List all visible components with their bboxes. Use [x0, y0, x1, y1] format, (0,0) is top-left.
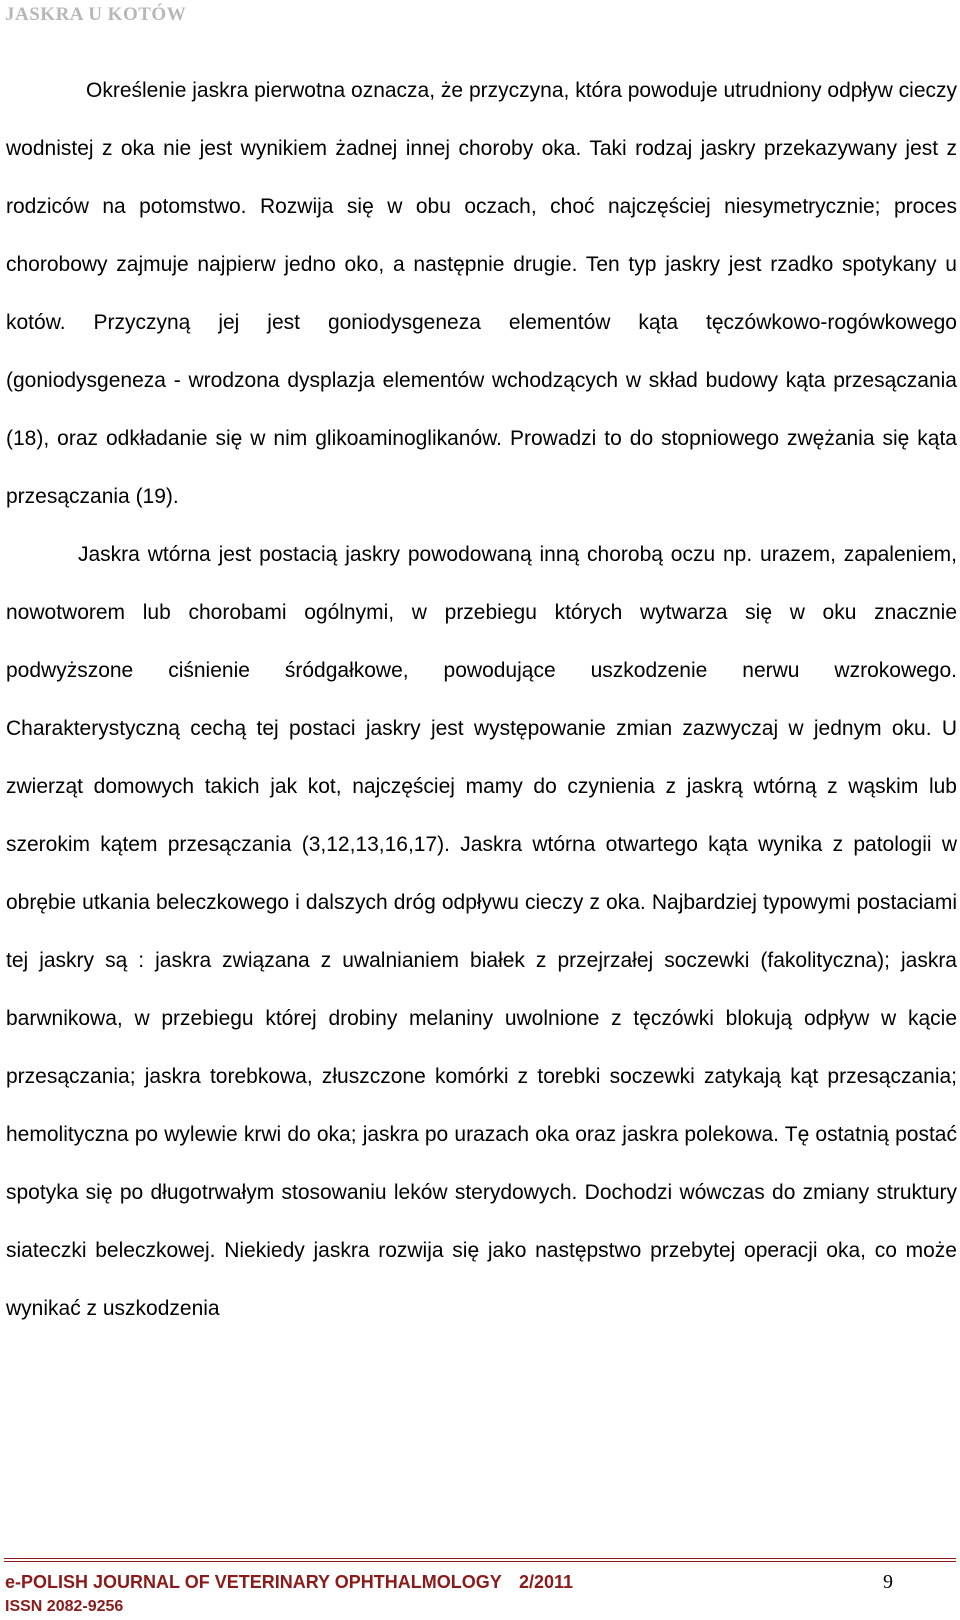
page-number: 9 [883, 1571, 893, 1593]
footer-divider-secondary [4, 1561, 956, 1562]
running-header: JASKRA U KOTÓW [5, 4, 187, 25]
paragraph-primary-glaucoma: Określenie jaskra pierwotna oznacza, że przyczyna, która powoduje utrudniony odpływ cieczy wodnistej z oka nie jest wynikiem żadnej innej choroby oka. Taki rodzaj jaskry przekazywany jest z rodziców na potomstwo. Rozwija się w obu oczach, choć najczęściej niesymetrycznie; proces chorobowy zajmuje najpierw jedno oko, a następnie drugie. Ten typ jaskry jest rzadko spotykany u kotów. Przyczyną jej jest goniodysgeneza elementów kąta tęczówkowo-rogówkowego (goniodysgeneza - wrodzona dysplazja elementów wchodzących w skład budowy kąta przesączania (18), oraz odkładanie się w nim glikoaminoglikanów. Prowadzi to do stopniowego zwężania się kąta przesączania (19). [6, 79, 957, 508]
footer-journal-name: e-POLISH JOURNAL OF VETERINARY OPHTHALMOLOGY [5, 1572, 502, 1592]
footer-issue: 2/2011 [519, 1572, 574, 1592]
footer-issn: ISSN 2082-9256 [5, 1598, 124, 1615]
footer-divider [4, 1558, 956, 1559]
paragraph-secondary-glaucoma: Jaskra wtórna jest postacią jaskry powodowaną inną chorobą oczu np. urazem, zapaleniem, nowotworem lub chorobami ogólnymi, w przebiegu których wytwarza się w oku znacznie podwyższone ciśnienie śródgałkowe, powodujące uszkodzenie nerwu wzrokowego. Charakterystyczną cechą tej postaci jaskry jest występowanie zmian zazwyczaj w jednym oku. U zwierząt domowych takich jak kot, najczęściej mamy do czynienia z jaskrą wtórną z wąskim lub szerokim kątem przesączania (3,12,13,16,17). Jaskra wtórna otwartego kąta wynika z patologii w obrębie utkania beleczkowego i dalszych dróg odpływu cieczy z oka. Najbardziej typowymi postaciami tej jaskry są : jaskra związana z uwalnianiem białek z przejrzałej soczewki (fakolityczna); jaskra barwnikowa, w przebiegu której drobiny melaniny uwolnione z tęczówki blokują odpływ w kącie przesączania; jaskra torebkowa, złuszczone komórki z torebki soczewki zatykają kąt przesączania; hemolityczna po wylewie krwi do oka; jaskra po urazach oka oraz jaskra polekowa. Tę ostatnią postać spotyka się po długotrwałym stosowaniu leków sterydowych. Dochodzi wówczas do zmiany struktury siateczki beleczkowej. Niekiedy jaskra rozwija się jako następstwo przebytej operacji oka, co może wynikać z uszkodzenia [6, 543, 957, 1320]
article-body [6, 62, 957, 1338]
